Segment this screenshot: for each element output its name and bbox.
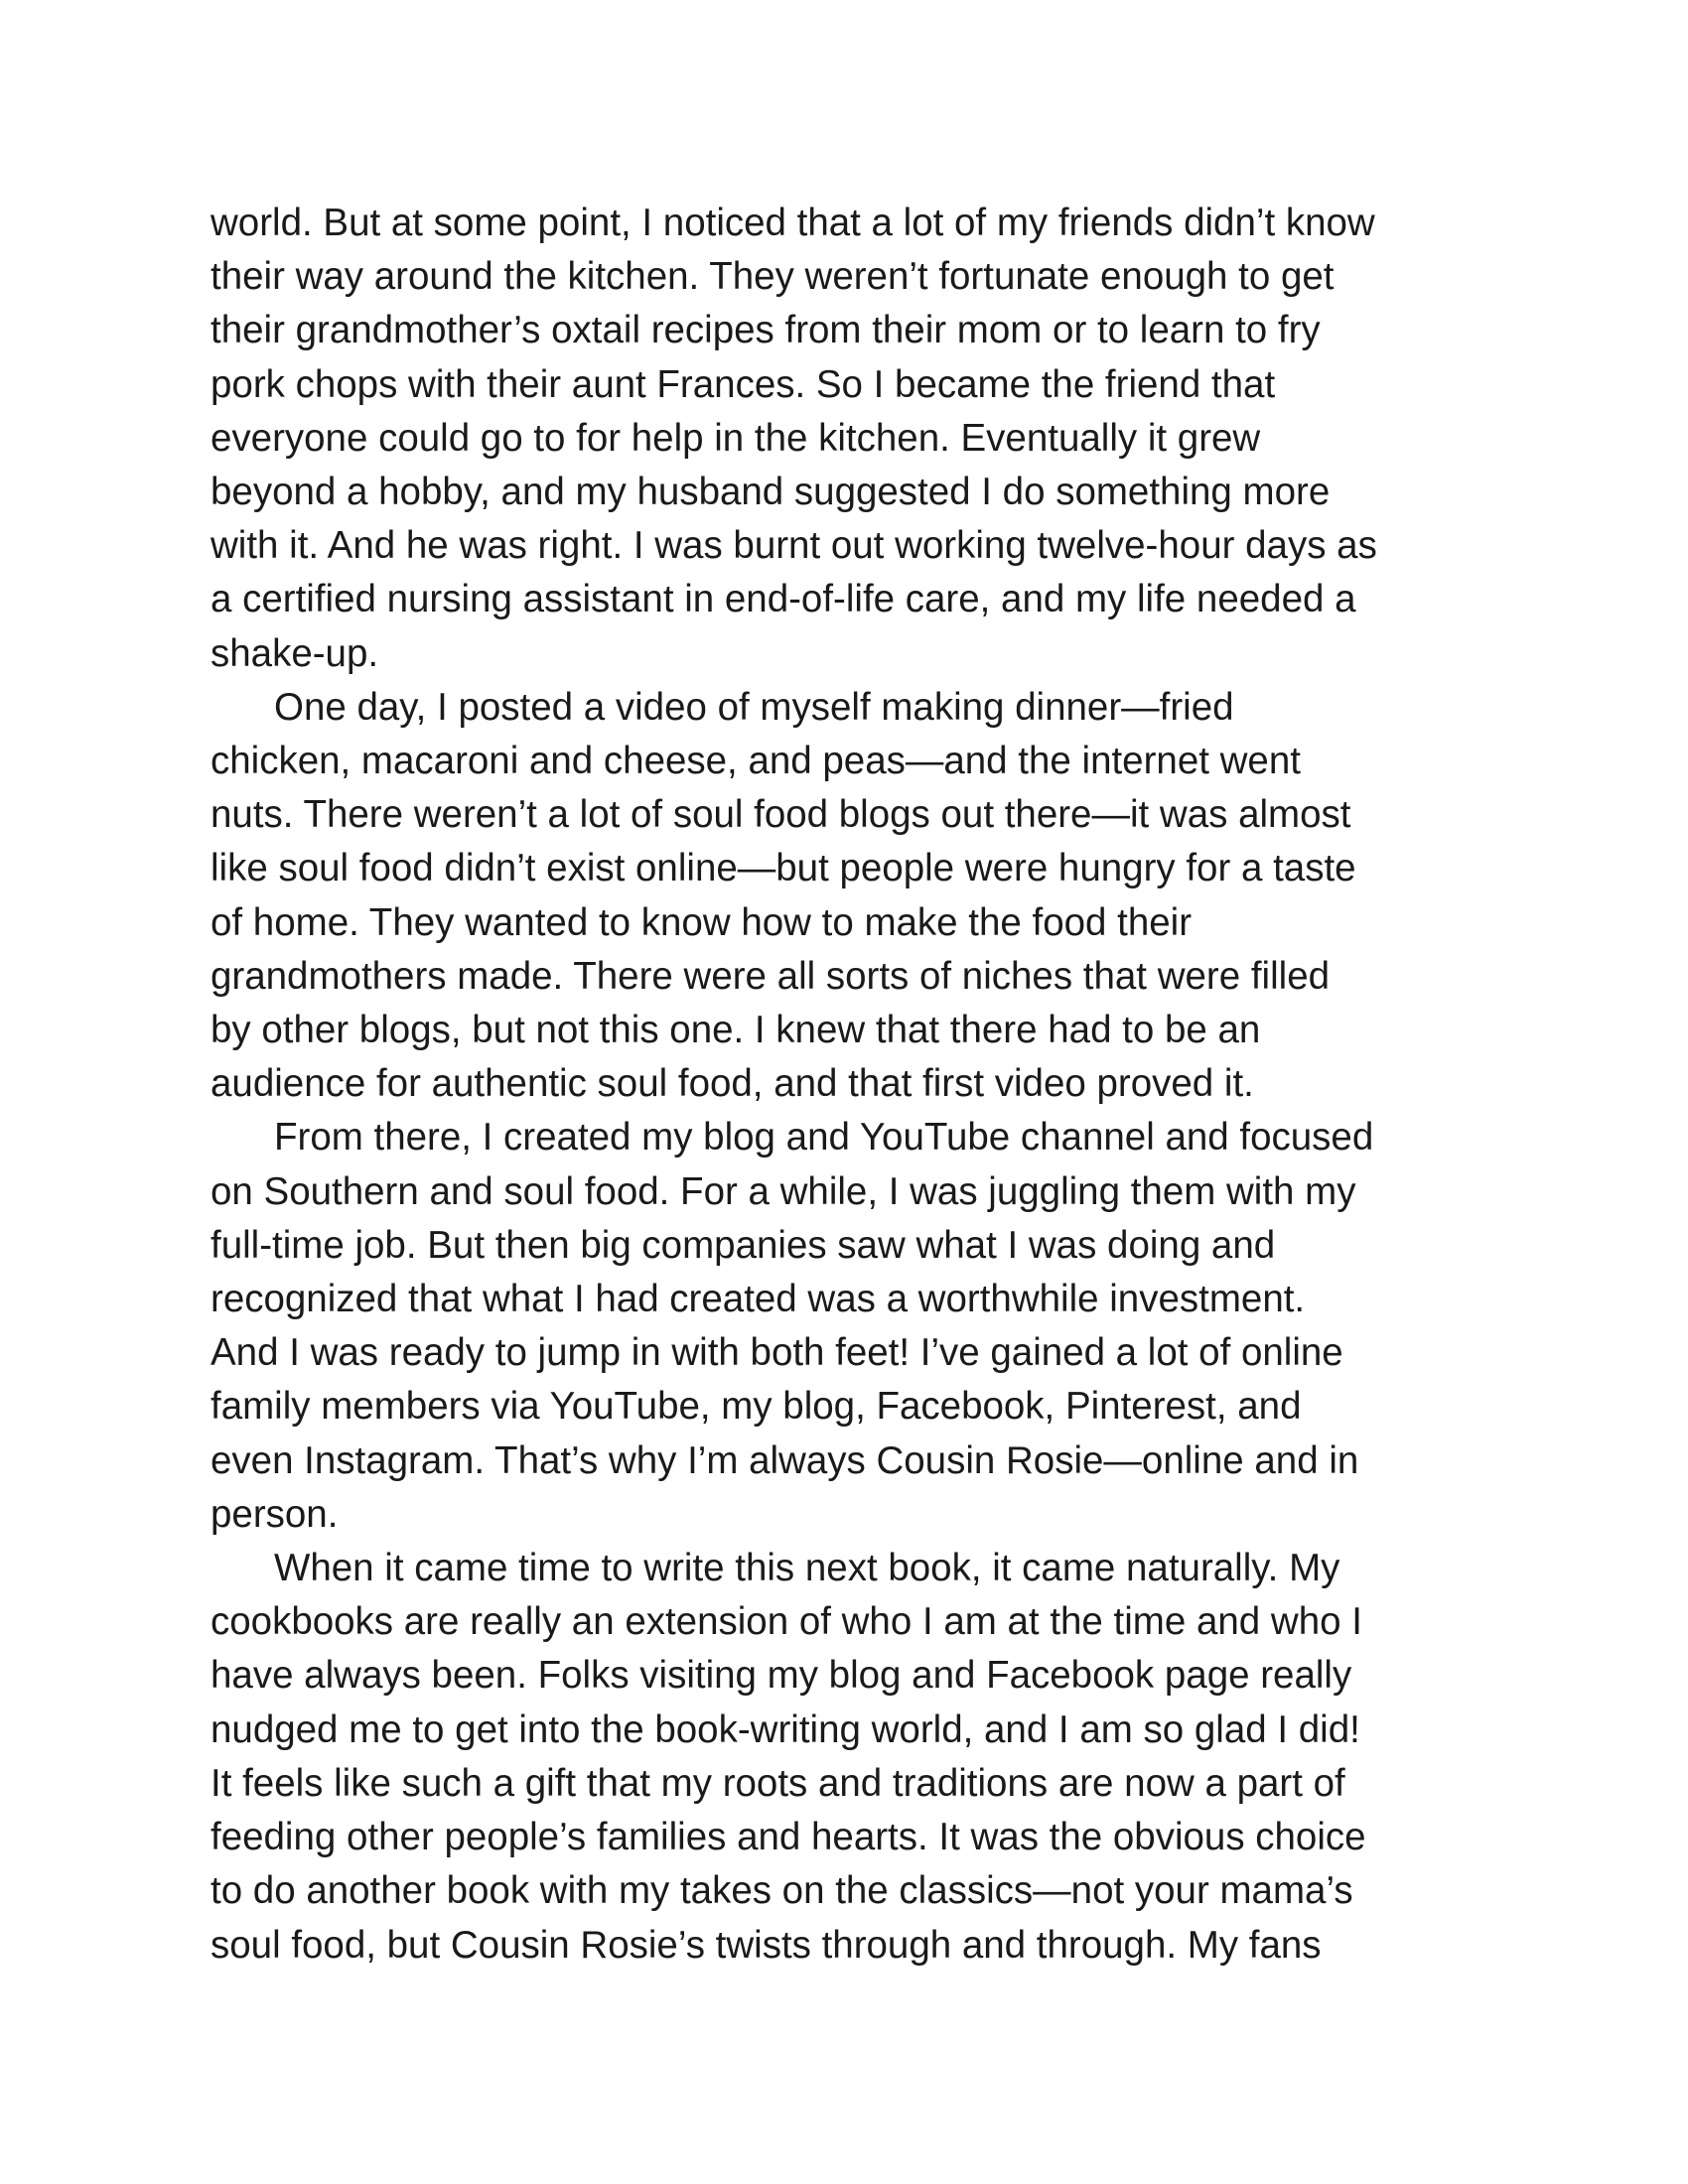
text-line: nudged me to get into the book-writing world, and I am so glad I did! (211, 1707, 1360, 1751)
text-line: full-time job. But then big companies saw what I was doing and (211, 1223, 1276, 1267)
text-line: And I was ready to jump in with both feet! I’ve gained a lot of online (211, 1331, 1343, 1375)
text-line: beyond a hobby, and my husband suggested I do something more (211, 471, 1331, 514)
text-line: of home. They wanted to know how to make the food their (211, 900, 1193, 944)
text-line: chicken, macaroni and cheese, and peas—and the internet went (211, 740, 1301, 783)
text-line: From there, I created my blog and YouTube channel and focused (274, 1116, 1374, 1160)
text-line: When it came time to write this next book, it came naturally. My (274, 1547, 1340, 1590)
text-line: world. But at some point, I noticed that a lot of my friends didn’t know (211, 202, 1375, 244)
text-line: shake-up. (211, 631, 379, 675)
text-line: person. (211, 1492, 339, 1536)
text-line: family members via YouTube, my blog, Facebook, Pinterest, and (211, 1385, 1302, 1429)
text-line: a certified nursing assistant in end-of-life care, and my life needed a (211, 578, 1356, 621)
paragraph (211, 681, 1501, 1112)
text-line: soul food, but Cousin Rosie’s twists through and through. My fans (211, 1923, 1322, 1967)
paragraph (211, 1542, 1501, 1973)
text-line: One day, I posted a video of myself making dinner—fried (274, 685, 1234, 729)
text-line: by other blogs, but not this one. I knew that there had to be an (211, 1009, 1261, 1052)
text-line: their grandmother’s oxtail recipes from their mom or to learn to fry (211, 309, 1321, 352)
text-line: with it. And he was right. I was burnt out working twelve-hour days as (211, 524, 1377, 568)
body-text (211, 197, 1501, 1973)
text-line: recognized that what I had created was a worthwhile investment. (211, 1278, 1306, 1321)
text-line: everyone could go to for help in the kitchen. Eventually it grew (211, 416, 1261, 460)
text-line: nuts. There weren’t a lot of soul food blogs out there—it was almost (211, 793, 1351, 837)
text-line: like soul food didn’t exist online—but people were hungry for a taste (211, 847, 1356, 890)
text-line: even Instagram. That’s why I’m always Cousin Rosie—online and in (211, 1438, 1359, 1482)
text-line: cookbooks are really an extension of who I am at the time and who I (211, 1600, 1362, 1644)
paragraph (211, 197, 1501, 681)
text-line: on Southern and soul food. For a while, I was juggling them with my (211, 1169, 1356, 1213)
text-line: feeding other people’s families and hearts. It was the obvious choice (211, 1816, 1366, 1859)
text-line: have always been. Folks visiting my blog and Facebook page really (211, 1654, 1352, 1698)
paragraph (211, 1111, 1501, 1542)
text-line: grandmothers made. There were all sorts of niches that were filled (211, 954, 1331, 998)
text-line: pork chops with their aunt Frances. So I became the friend that (211, 362, 1276, 406)
text-line: their way around the kitchen. They weren’t fortunate enough to get (211, 255, 1335, 299)
text-line: to do another book with my takes on the classics—not your mama’s (211, 1869, 1353, 1913)
text-line: It feels like such a gift that my roots and traditions are now a part of (211, 1761, 1345, 1805)
text-line: audience for authentic soul food, and that first video proved it. (211, 1062, 1254, 1106)
